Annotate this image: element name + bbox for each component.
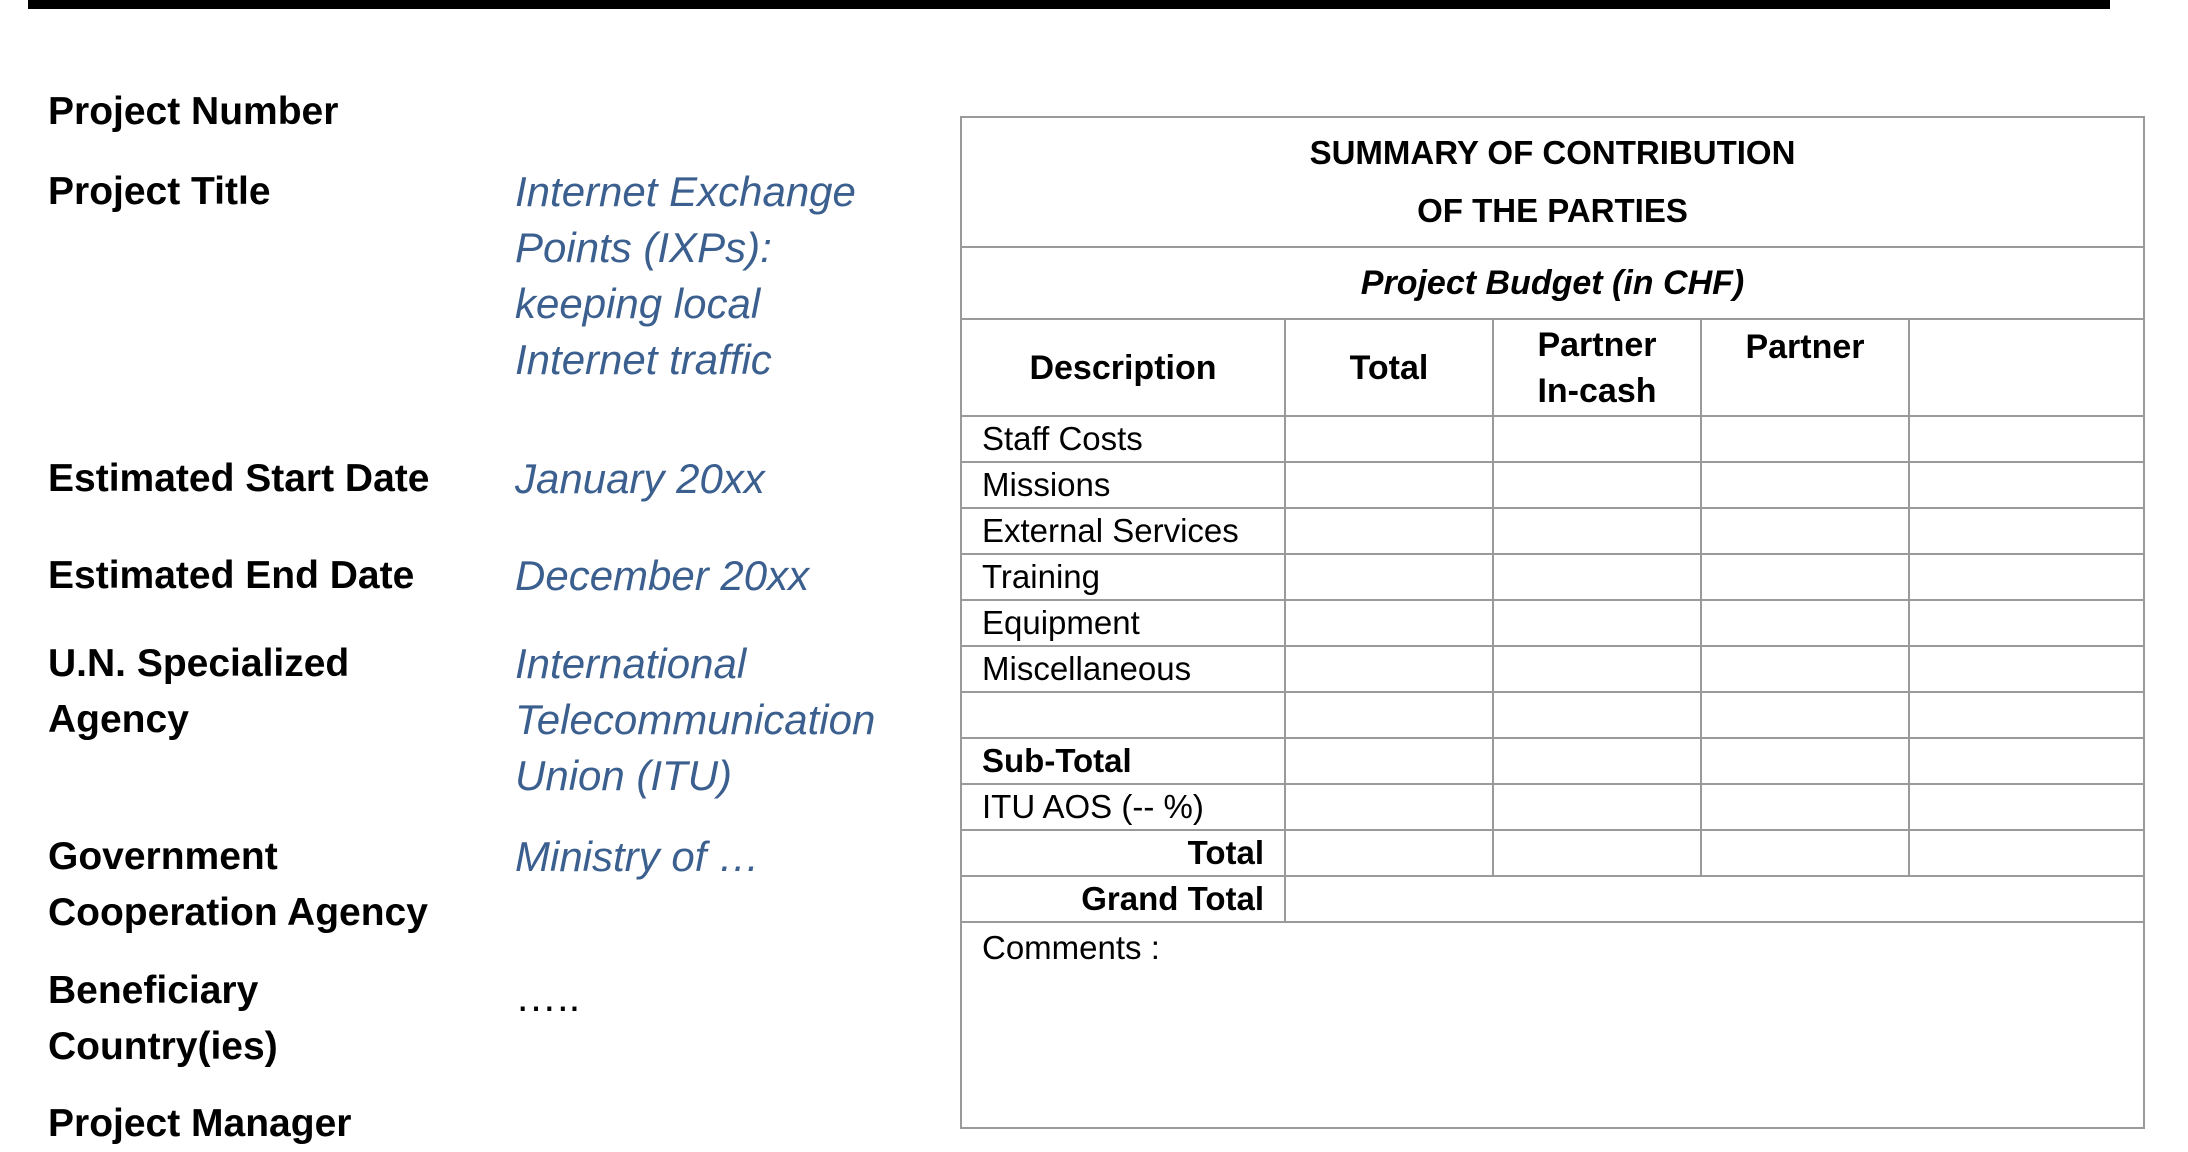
table-row [961,692,2144,738]
column-header-partner: Partner [1701,319,1909,416]
row-label: Equipment [961,600,1285,646]
table-row [961,416,2144,462]
table-cell [1909,738,2144,784]
column-header-total: Total [1285,319,1493,416]
row-label: Missions [961,462,1285,508]
grand-total-row [961,876,2144,922]
table-cell [1493,416,1701,462]
beneficiary-label: Beneficiary Country(ies) [48,969,278,1068]
table-cell [1285,554,1493,600]
table-cell [1493,554,1701,600]
table-cell [1909,462,2144,508]
subtotal-label: Sub-Total [961,738,1285,784]
project-manager-label: Project Manager [48,1102,352,1145]
table-row [961,738,2144,784]
agency-label: U.N. Specialized Agency [48,642,350,741]
table-cell [1701,692,1909,738]
table-cell [1493,600,1701,646]
start-date-value: January 20xx [515,455,765,502]
table-cell [1285,830,1493,876]
table-cell [1909,646,2144,692]
table-cell [1285,416,1493,462]
table-cell [1285,784,1493,830]
agency-value: International Telecommunication Union (ITU) [515,640,876,799]
table-cell [1285,462,1493,508]
table-row [961,646,2144,692]
table-cell [1285,646,1493,692]
table-cell [1701,508,1909,554]
table-cell [1909,830,2144,876]
table-cell [1493,646,1701,692]
table-cell [1493,738,1701,784]
end-date-label: Estimated End Date [48,554,415,597]
project-title-value: Internet Exchange Points (IXPs): keeping local Internet traffic [515,168,856,383]
budget-subtitle: Project Budget (in CHF) [961,247,2144,319]
table-cell [1909,508,2144,554]
grand-total-value [1285,876,2144,922]
row-label: External Services [961,508,1285,554]
comments-label: Comments : [961,922,2144,1128]
table-row [961,554,2144,600]
start-date-label: Estimated Start Date [48,457,430,500]
comments-row [961,922,2144,1128]
table-cell [1285,738,1493,784]
table-cell [1909,554,2144,600]
table-cell [1493,462,1701,508]
table-cell [1701,784,1909,830]
row-label [961,692,1285,738]
table-cell [1285,692,1493,738]
row-label: Training [961,554,1285,600]
table-cell [1493,784,1701,830]
table-row [961,462,2144,508]
table-row [961,830,2144,876]
table-cell [1701,416,1909,462]
table-cell [1909,600,2144,646]
table-cell [1909,692,2144,738]
total-label: Total [961,830,1285,876]
budget-summary-table [960,116,2145,1129]
table-cell [1493,508,1701,554]
beneficiary-value: ….. [515,973,581,1020]
table-cell [1701,554,1909,600]
table-cell [1701,600,1909,646]
table-row [961,784,2144,830]
row-label: Staff Costs [961,416,1285,462]
project-title-label: Project Title [48,170,271,213]
government-agency-label: Government Cooperation Agency [48,835,428,934]
end-date-value: December 20xx [515,552,810,599]
row-label: ITU AOS (-- %) [961,784,1285,830]
government-agency-value: Ministry of … [515,833,761,880]
table-row [961,508,2144,554]
column-header-partner-in-cash: Partner In-cash [1493,319,1701,416]
column-header-blank [1909,319,2144,416]
top-rule [28,0,2110,9]
table-cell [1701,646,1909,692]
table-cell [1701,830,1909,876]
table-cell [1285,600,1493,646]
table-cell [1909,416,2144,462]
table-cell [1701,462,1909,508]
table-row [961,600,2144,646]
project-number-label: Project Number [48,90,339,133]
summary-title: SUMMARY OF CONTRIBUTION OF THE PARTIES [961,117,2144,247]
grand-total-label: Grand Total [961,876,1285,922]
table-cell [1701,738,1909,784]
table-cell [1493,692,1701,738]
column-header-description: Description [961,319,1285,416]
row-label: Miscellaneous [961,646,1285,692]
table-cell [1493,830,1701,876]
table-cell [1909,784,2144,830]
table-cell [1285,508,1493,554]
